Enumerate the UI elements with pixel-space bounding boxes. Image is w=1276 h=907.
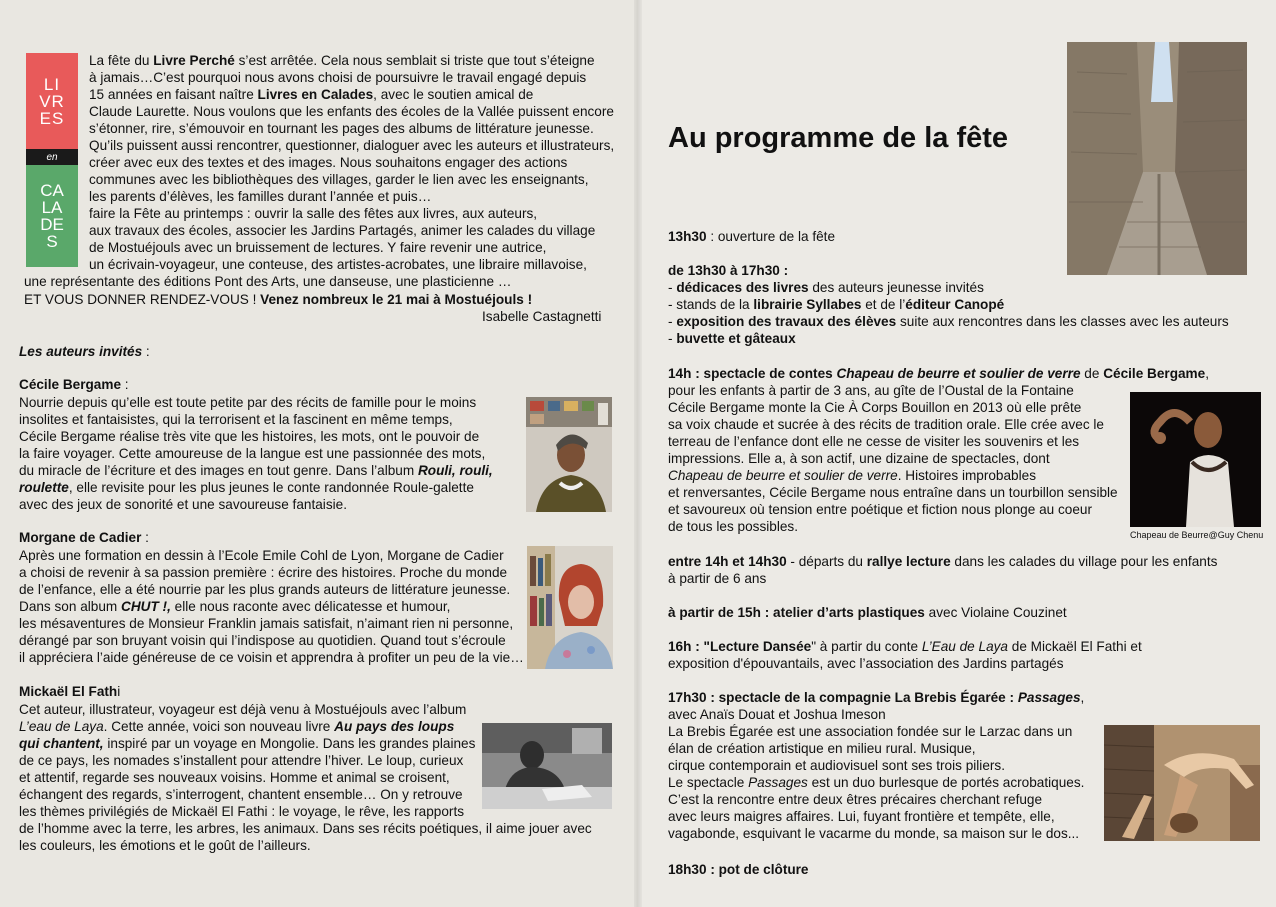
photo-passages [1104,725,1260,841]
photo-mickael-el-fathi [482,723,612,809]
program-line: pour les enfants à partir de 3 ans, au gîte de l’Oustal de la Fontaine [668,383,1074,398]
program-line: à partir de 15h : atelier d’arts plastiques avec Violaine Couzinet [668,605,1067,620]
author-bio-line: roulette, elle revisite pour les plus jeunes le conte randonnée Roule-galette [19,480,474,495]
photo-caption: Chapeau de Beurre@Guy Chenu [1130,530,1264,540]
program-line: terreau de l’enfance dont elle ne cesse de visiter les souvenirs et les [668,434,1080,449]
author-bio-line: de l’homme avec la terre, les arbres, les animaux. Dans ses récits poétiques, il aime jouer avec [19,821,592,836]
program-line: avec Anaïs Douat et Joshua Imeson [668,707,886,722]
logo-middle: en [26,149,78,165]
author-bio-line: Cécile Bergame réalise très vite que les histoires, les mots, ont le pouvoir de [19,429,480,444]
program-line: à partir de 6 ans [668,571,767,586]
author-bio-line: du miracle de l’écriture et des images en tout genre. Dans l’album Rouli, rouli, [19,463,493,478]
photo-village-street [1067,42,1247,275]
program-line: de tous les possibles. [668,519,798,534]
intro-line: 15 années en faisant naître Livres en Calades, avec le soutien amical de [89,87,534,102]
program-line: Le spectacle Passages est un duo burlesque de portés acrobatiques. [668,775,1085,790]
intro-line: à jamais…C’est pourquoi nous avons choisi de poursuivre le travail engagé depuis [89,70,587,85]
program-line: C’est la rencontre entre deux êtres précaires cherchant refuge [668,792,1043,807]
author-name: Morgane de Cadier : [19,530,149,545]
program-line: 17h30 : spectacle de la compagnie La Brebis Égarée : Passages, [668,690,1085,705]
author-bio-line: qui chantent, inspiré par un voyage en Mongolie. Dans les grandes plaines [19,736,476,751]
intro-line: un écrivain-voyageur, une conteuse, des artistes-acrobates, une libraire millavoise, [89,257,587,272]
program-line: 13h30 : ouverture de la fête [668,229,836,244]
program-line: impressions. Elle a, à son actif, une dizaine de spectacles, dont [668,451,1050,466]
author-bio-line: les thèmes privilégiés de Mickaël El Fathi : le voyage, le rêve, les rapports [19,804,465,819]
author-bio-line: Cet auteur, illustrateur, voyageur est déjà venu à Mostuéjouls avec l’album [19,702,467,717]
photo-cecile-bergame [526,397,612,512]
author-name: Mickaël El Fathi [19,684,121,699]
program-line: - dédicaces des livres des auteurs jeunesse invités [668,280,984,295]
author-bio-line: il appréciera l’aide généreuse de ce voisin et apprendra à profiter un peu de la vie… [19,650,524,665]
authors-heading: Les auteurs invités : [19,344,150,359]
intro-line: de Mostuéjouls avec un bruissement de lectures. Y faire revenir une autrice, [89,240,547,255]
author-bio-line: Après une formation en dessin à l’Ecole Emile Cohl de Lyon, Morgane de Cadier [19,548,504,563]
program-line: et renversantes, Cécile Bergame nous entraîne dans un tourbillon sensible [668,485,1118,500]
author-bio-line: les couleurs, les émotions et le goût de l’ailleurs. [19,838,311,853]
author-bio-line: de l’enfance, elle a été nourrie par les plus grands auteurs de littérature jeunesse. [19,582,511,597]
program-line: sa voix chaude et sucrée à des récits de tradition orale. Elle crée avec le [668,417,1104,432]
intro-line: s’étonner, rire, s’émouvoir en tournant les pages des albums de littérature jeunesse. [89,121,594,136]
program-line: cirque contemporain et audiovisuel sont ses trois piliers. [668,758,1005,773]
author-bio-line: avec des jeux de sonorité et une savoureuse fantaisie. [19,497,347,512]
author-bio-line: de ce pays, les nomades s’installent pour attendre l’hiver. Le loup, curieux [19,753,464,768]
photo-morgane-de-cadier [527,546,613,669]
program-line: exposition d'épouvantails, avec l’association des Jardins partagés [668,656,1064,671]
intro-line: aux travaux des écoles, associer les Jardins Partagés, animer les calades du village [89,223,596,238]
program-line: avec leurs maigres affaires. Lui, fuyant frontière et tempête, elle, [668,809,1055,824]
intro-line: une représentante des éditions Pont des Arts, une danseuse, une plasticienne … [24,274,512,289]
intro-line: créer avec eux des textes et des images. Nous souhaitons engager des actions [89,155,568,170]
program-line: et savoureux où tension entre poétique et fiction nous plonge au coeur [668,502,1092,517]
author-bio-line: Nourrie depuis qu’elle est toute petite par des récits de famille pour le moins [19,395,477,410]
program-title: Au programme de la fête [668,122,1009,154]
program-line: Chapeau de beurre et soulier de verre. Histoires improbables [668,468,1036,483]
intro-line: communes avec les bibliothèques des villages, garder le lien avec les enseignants, [89,172,589,187]
intro-line: ET VOUS DONNER RENDEZ-VOUS ! Venez nombreux le 21 mai à Mostuéjouls ! [24,292,533,307]
author-bio-line: dérangé par son bruyant voisin qui l’indispose au quotidien. Quand tout s’écroule [19,633,506,648]
author-bio-line: échangent des regards, s’interrogent, chantent ensemble… On y retrouve [19,787,463,802]
intro-line: La fête du Livre Perché s’est arrêtée. Cela nous semblait si triste que tout s’éteigne [89,53,595,68]
photo-chapeau-de-beurre [1130,392,1261,527]
livres-en-calades-logo [26,53,78,267]
author-bio-line: insolites et fantaisistes, qui la terrorisent et la fascinent en même temps, [19,412,453,427]
program-line: vagabonde, esquivant le vacarme du monde, sa maison sur le dos... [668,826,1080,841]
author-bio-line: Dans son album CHUT !, elle nous raconte avec délicatesse et humour, [19,599,451,614]
program-line: entre 14h et 14h30 - départs du rallye lecture dans les calades du village pour les enfants [668,554,1218,569]
page-fold [634,0,642,907]
intro-line: faire la Fête au printemps : ouvrir la salle des fêtes aux livres, aux auteurs, [89,206,538,221]
program-line: - exposition des travaux des élèves suite aux rencontres dans les classes avec les auteurs [668,314,1229,329]
signature: Isabelle Castagnetti [482,309,602,324]
intro-line: les parents d’élèves, les familles durant l’année et puis… [89,189,432,204]
program-line: 14h : spectacle de contes Chapeau de beurre et soulier de verre de Cécile Bergame, [668,366,1209,381]
intro-line: Claude Laurette. Nous voulons que les enfants des écoles de la Vallée puissent encore [89,104,614,119]
program-line: - buvette et gâteaux [668,331,796,346]
author-name: Cécile Bergame : [19,377,129,392]
author-bio-line: la faire voyager. Cette amoureuse de la langue est une passionnée des mots, [19,446,486,461]
program-line: 16h : "Lecture Dansée" à partir du conte L’Eau de Laya de Mickaël El Fathi et [668,639,1142,654]
intro-line: Qu’ils puissent aussi rencontrer, questionner, dialoguer avec les auteurs et illustrateurs, [89,138,615,153]
author-bio-line: L’eau de Laya. Cette année, voici son nouveau livre Au pays des loups [19,719,455,734]
program-line: de 13h30 à 17h30 : [668,263,789,278]
program-line: - stands de la librairie Syllabes et de l’éditeur Canopé [668,297,1005,312]
logo-top: LI VR ES [26,53,78,149]
logo-bottom: CA LA DE S [26,165,78,267]
program-line: 18h30 : pot de clôture [668,862,809,877]
program-line: La Brebis Égarée est une association fondée sur le Larzac dans un [668,724,1073,739]
author-bio-line: les mésaventures de Monsieur Franklin jamais satisfait, n’aimant rien ni personne, [19,616,514,631]
program-line: Cécile Bergame monte la Cie À Corps Bouillon en 2013 où elle prête [668,400,1082,415]
author-bio-line: a choisi de revenir à sa passion première : écrire des histoires. Proche du monde [19,565,508,580]
program-line: élan de création artistique en milieu rural. Musique, [668,741,976,756]
author-bio-line: et attentif, regarde ses nouveaux voisins. Homme et animal se croisent, [19,770,450,785]
